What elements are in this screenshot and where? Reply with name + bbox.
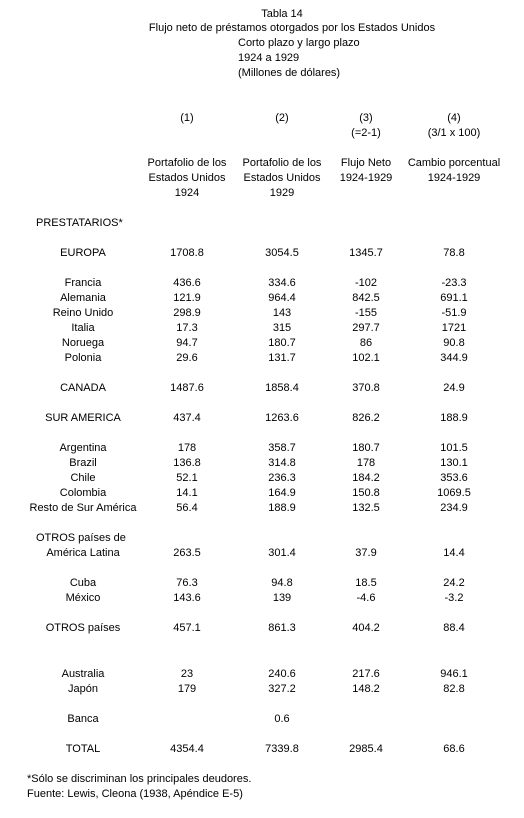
col2-header-l2: Estados Unidos — [243, 172, 321, 184]
table-cell-col1: 179 — [177, 683, 197, 695]
col4-header-l1: Cambio porcentual — [407, 157, 501, 169]
table-cell-col1: 76.3 — [176, 577, 198, 589]
col1-header-l2: Estados Unidos — [148, 172, 226, 184]
table-cell-col3: 150.8 — [352, 487, 380, 499]
row-label: Brazil — [69, 457, 97, 469]
table-cell-col2: 301.4 — [268, 547, 296, 559]
row-label: Japón — [68, 683, 98, 695]
table-cell-col2: 164.9 — [268, 487, 296, 499]
row-label: Colombia — [59, 487, 107, 499]
row-label: Chile — [70, 472, 96, 484]
table-cell-col2: 327.2 — [268, 683, 296, 695]
table-cell-col3: 102.1 — [352, 352, 380, 364]
table-cell-col3: 1345.7 — [349, 247, 383, 259]
row-label: Noruega — [61, 337, 105, 349]
table-cell-col1: 14.1 — [176, 487, 198, 499]
table-cell-col3: -155 — [354, 307, 378, 319]
table-cell-col4: 101.5 — [440, 442, 468, 454]
table-cell-col4: 1721 — [441, 322, 467, 334]
table-cell-col4: 1069.5 — [437, 487, 471, 499]
table-cell-col4: 24.2 — [443, 577, 465, 589]
table-cell-col1: 17.3 — [176, 322, 198, 334]
row-label: Argentina — [59, 442, 107, 454]
table-cell-col2: 240.6 — [268, 668, 296, 680]
table-cell-col4: -3.2 — [444, 592, 464, 604]
table-cell-col4: 234.9 — [440, 502, 468, 514]
table-cell-col2: 143 — [272, 307, 292, 319]
table-cell-col4: 946.1 — [440, 668, 468, 680]
table-subtitle-term: Corto plazo y largo plazo — [238, 37, 360, 49]
row-label: Polonia — [64, 352, 102, 364]
table-cell-col4: -51.9 — [441, 307, 467, 319]
table-cell-col2: 131.7 — [268, 352, 296, 364]
table-cell-col2: 314.8 — [268, 457, 296, 469]
table-cell-col3: 826.2 — [352, 412, 380, 424]
source-note: Fuente: Lewis, Cleona (1938, Apéndice E-5) — [27, 788, 243, 800]
table-cell-col4: 344.9 — [440, 352, 468, 364]
col2-number: (2) — [275, 112, 289, 124]
table-cell-col3: 842.5 — [352, 292, 380, 304]
table-cell-col1: 1708.8 — [170, 247, 204, 259]
table-cell-col4: 24.9 — [443, 382, 465, 394]
table-cell-col1: 29.6 — [176, 352, 198, 364]
table-cell-col2: 861.3 — [268, 622, 296, 634]
row-label: CANADA — [60, 382, 106, 394]
table-cell-col1: 4354.4 — [170, 743, 204, 755]
table-cell-col1: 263.5 — [173, 547, 201, 559]
col1-header-l1: Portafolio de los — [147, 157, 227, 169]
col4-number: (4) — [447, 112, 461, 124]
table-cell-col1: 437.4 — [173, 412, 201, 424]
row-label: Francia — [64, 277, 102, 289]
table-cell-col3: 297.7 — [352, 322, 380, 334]
table-subtitle-period: 1924 a 1929 — [238, 52, 300, 64]
table-number: Tabla 14 — [261, 8, 303, 20]
table-cell-col2: 358.7 — [268, 442, 296, 454]
table-cell-col3: 217.6 — [352, 668, 380, 680]
row-label: Alemania — [60, 292, 106, 304]
table-cell-col4: 82.8 — [443, 683, 465, 695]
row-label: Reino Unido — [52, 307, 114, 319]
table-cell-col1: 1487.6 — [170, 382, 204, 394]
table-cell-col2: 3054.5 — [265, 247, 299, 259]
table-cell-col1: 94.7 — [176, 337, 198, 349]
table-cell-col1: 178 — [177, 442, 197, 454]
table-cell-col1: 298.9 — [173, 307, 201, 319]
col3-header-l1: Flujo Neto — [340, 157, 392, 169]
table-cell-col3: -4.6 — [356, 592, 376, 604]
table-cell-col1: 52.1 — [176, 472, 198, 484]
table-cell-col4: 353.6 — [440, 472, 468, 484]
row-label: SUR AMERICA — [45, 412, 121, 424]
table-title: Flujo neto de préstamos otorgados por los Estados Unidos — [148, 22, 436, 34]
row-label: México — [65, 592, 101, 604]
table-cell-col1: 457.1 — [173, 622, 201, 634]
table-cell-col4: 90.8 — [443, 337, 465, 349]
col3-number: (3) — [359, 112, 373, 124]
table-cell-col2: 7339.8 — [265, 743, 299, 755]
col3-formula: (=2-1) — [351, 127, 381, 139]
table-cell-col2: 315 — [272, 322, 292, 334]
table-cell-col2: 334.6 — [268, 277, 296, 289]
col2-header-l3: 1929 — [269, 187, 295, 199]
table-cell-col1: 23 — [180, 668, 194, 680]
table-cell-col3: 178 — [356, 457, 376, 469]
col4-formula: (3/1 x 100) — [427, 127, 481, 139]
table-cell-col3: 184.2 — [352, 472, 380, 484]
table-cell-col2: 94.8 — [271, 577, 293, 589]
table-cell-col2: 236.3 — [268, 472, 296, 484]
table-cell-col3: 18.5 — [355, 577, 377, 589]
table-cell-col4: 88.4 — [443, 622, 465, 634]
table-cell-col1: 136.8 — [173, 457, 201, 469]
table-cell-col2: 0.6 — [274, 713, 290, 725]
table-cell-col4: 78.8 — [443, 247, 465, 259]
row-label: EUROPA — [60, 247, 106, 259]
row-label: Italia — [71, 322, 95, 334]
table-cell-col1: 56.4 — [176, 502, 198, 514]
table-cell-col1: 121.9 — [173, 292, 201, 304]
table-subtitle-units: (Millones de dólares) — [238, 67, 341, 79]
table-cell-col4: 130.1 — [440, 457, 468, 469]
table-cell-col2: 139 — [272, 592, 292, 604]
col1-number: (1) — [180, 112, 194, 124]
table-cell-col3: 86 — [359, 337, 373, 349]
table-cell-col3: 370.8 — [352, 382, 380, 394]
table-cell-col3: -102 — [354, 277, 378, 289]
table-cell-col4: 14.4 — [443, 547, 465, 559]
section-label-borrowers: PRESTATARIOS* — [36, 217, 123, 229]
row-label: Banca — [67, 713, 99, 725]
table-cell-col3: 2985.4 — [349, 743, 383, 755]
table-cell-col4: 188.9 — [440, 412, 468, 424]
table-cell-col1: 436.6 — [173, 277, 201, 289]
row-label: OTROS países de — [36, 532, 126, 544]
col4-header-l2: 1924-1929 — [427, 172, 481, 184]
row-label: Australia — [61, 668, 105, 680]
table-cell-col1: 143.6 — [173, 592, 201, 604]
table-cell-col2: 1263.6 — [265, 412, 299, 424]
col2-header-l1: Portafolio de los — [242, 157, 322, 169]
row-label: TOTAL — [65, 743, 101, 755]
table-cell-col3: 132.5 — [352, 502, 380, 514]
row-label: OTROS países — [45, 622, 121, 634]
table-cell-col4: 68.6 — [443, 743, 465, 755]
col3-header-l2: 1924-1929 — [339, 172, 393, 184]
row-label: Resto de Sur América — [29, 502, 137, 514]
row-label: Cuba — [69, 577, 97, 589]
table-cell-col4: -23.3 — [441, 277, 467, 289]
table-cell-col3: 37.9 — [355, 547, 377, 559]
table-cell-col3: 180.7 — [352, 442, 380, 454]
col1-header-l3: 1924 — [174, 187, 200, 199]
row-label-continued: América Latina — [46, 547, 120, 559]
table-cell-col3: 404.2 — [352, 622, 380, 634]
table-cell-col2: 180.7 — [268, 337, 296, 349]
table-cell-col2: 964.4 — [268, 292, 296, 304]
table-cell-col4: 691.1 — [440, 292, 468, 304]
footnote: *Sólo se discriminan los principales deudores. — [27, 773, 252, 785]
table-cell-col2: 188.9 — [268, 502, 296, 514]
table-cell-col2: 1858.4 — [265, 382, 299, 394]
table-cell-col3: 148.2 — [352, 683, 380, 695]
